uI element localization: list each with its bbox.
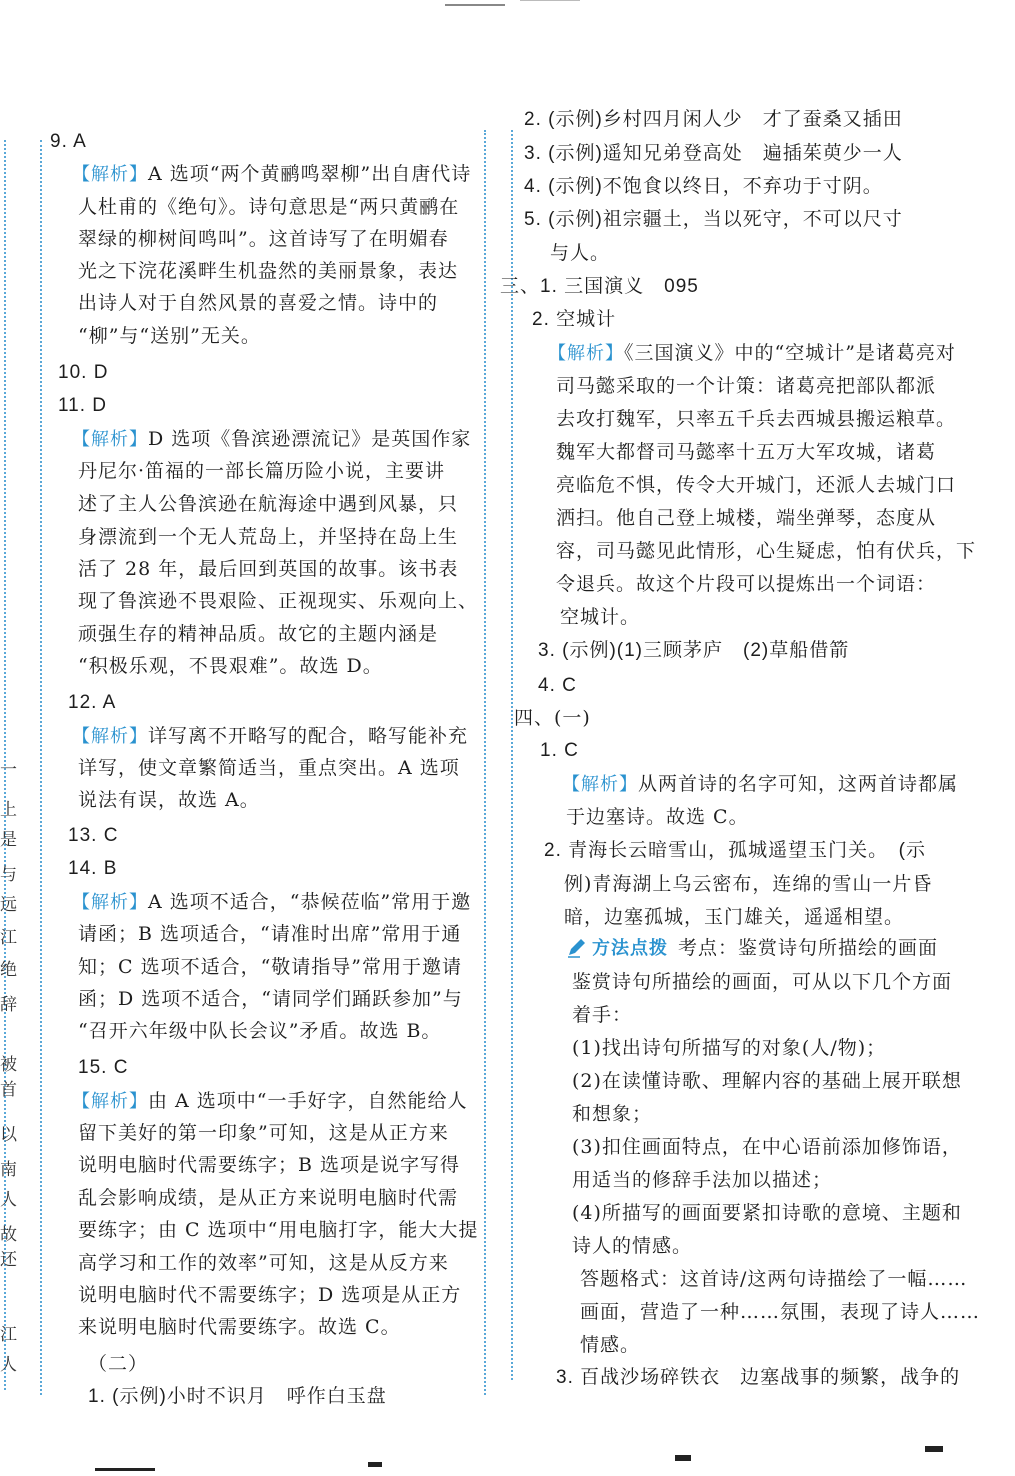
answer-text-line: 于边塞诗。故选 C。	[566, 806, 749, 828]
answer-text-line: 详写，使文章繁简适当，重点突出。A 选项	[78, 757, 460, 779]
answer-number-line: 9. A	[50, 131, 87, 152]
answer-text-line: 着手：	[572, 1004, 633, 1026]
answer-number-line: 10. D	[58, 362, 109, 383]
scan-mark	[925, 1446, 943, 1452]
scan-mark	[445, 4, 505, 6]
answer-text-line: 例)青海湖上乌云密布，连绵的雪山一片昏	[564, 873, 933, 895]
analysis-line	[72, 1089, 468, 1114]
answer-number-line: 三、1. 三国演义 095	[500, 276, 699, 297]
answer-text-line: 知；C 选项不适合，“敬请指导”常用于邀请	[78, 956, 463, 978]
answer-number-line: 11. D	[58, 395, 108, 416]
analysis-text: A 选项不适合，“恭候莅临”常用于邀	[148, 891, 472, 913]
clipped-edge-char: 还	[0, 1250, 17, 1270]
answer-text-line: 光之下浣花溪畔生机盎然的美丽景象，表达	[78, 260, 459, 282]
answer-text-line: 与人。	[550, 242, 611, 264]
answer-number-line: 5. (示例)祖宗疆土，当以死守，不可以尺寸	[524, 209, 903, 230]
scan-mark	[368, 1462, 382, 1467]
answer-number-line: 3. (示例)(1)三顾茅庐 (2)草船借箭	[538, 640, 850, 661]
answer-text-line: 情感。	[580, 1334, 641, 1356]
clipped-edge-char: 绝	[0, 960, 17, 980]
answer-number-line: 14. B	[68, 858, 118, 879]
answer-text-line: 司马懿采取的一个计策：诸葛亮把部队都派	[556, 375, 937, 397]
answer-number-line: 3. 百战沙场碎铁衣 边塞战事的频繁，战争的	[556, 1367, 961, 1388]
pencil-icon	[566, 936, 588, 958]
clipped-edge-char: 故	[0, 1225, 17, 1245]
method-tip-line	[566, 936, 938, 961]
answer-text-line: “柳”与“送别”无关。	[78, 325, 261, 347]
answer-number-line: 2. 空城计	[532, 309, 617, 330]
answer-text-line: 出诗人对于自然风景的喜爱之情。诗中的	[78, 292, 439, 314]
analysis-tag: 【解析】	[548, 343, 624, 364]
answer-text-line: (4)所描写的画面要紧扣诗歌的意境、主题和	[572, 1202, 962, 1224]
analysis-text: 详写离不开略写的配合，略写能补充	[148, 725, 469, 747]
clipped-edge-char: 上	[0, 800, 17, 820]
analysis-line	[72, 162, 471, 187]
answer-text-line: 说明电脑时代不需要练字；D 选项是从正方	[78, 1284, 462, 1306]
answer-text-line: 暗，边塞孤城，玉门雄关，遥遥相望。	[564, 906, 905, 928]
scan-mark	[675, 1455, 691, 1461]
answer-text-line: 丹尼尔·笛福的一部长篇历险小说，主要讲	[78, 460, 446, 482]
answer-text-line: 翠绿的柳树间鸣叫”。这首诗写了在明媚春	[78, 228, 449, 250]
analysis-text: D 选项《鲁滨逊漂流记》是英国作家	[148, 428, 472, 450]
analysis-text: 从两首诗的名字可知，这两首诗都属	[638, 773, 959, 795]
column-divider	[40, 140, 42, 1395]
clipped-edge-char: 是	[0, 830, 17, 850]
scan-mark	[95, 1468, 155, 1471]
answer-text-line: 亮临危不惧，传令大开城门，还派人去城门口	[556, 474, 957, 496]
answer-text-line: 乱会影响成绩，是从正方来说明电脑时代需	[78, 1187, 459, 1209]
answer-text-line: （二）	[88, 1353, 149, 1375]
analysis-line	[548, 341, 956, 366]
clipped-edge-char: 江	[0, 1325, 17, 1345]
column-divider	[484, 130, 486, 1395]
analysis-tag: 【解析】	[72, 726, 148, 747]
answer-text-line: 洒扫。他自己登上城楼，端坐弹琴，态度从	[556, 507, 937, 529]
analysis-tag: 【解析】	[562, 774, 638, 795]
answer-text-line: 画面，营造了一种……氛围，表现了诗人……	[580, 1301, 981, 1323]
answer-text-line: 去攻打魏军，只率五千兵去西城县搬运粮草。	[556, 408, 957, 430]
answer-text-line: 函；D 选项不适合，“请同学们踊跃参加”与	[78, 988, 463, 1010]
analysis-text: A 选项“两个黄鹂鸣翠柳”出自唐代诗	[148, 163, 472, 185]
answer-text-line: 和想象；	[572, 1103, 653, 1125]
answer-number-line: 1. (示例)小时不识月 呼作白玉盘	[88, 1386, 387, 1407]
answer-number-line: 2. 青海长云暗雪山，孤城遥望玉门关。 (示	[544, 840, 926, 861]
clipped-edge-char: 与	[0, 865, 17, 885]
analysis-tag: 【解析】	[72, 892, 148, 913]
answer-text-line: 魏军大都督司马懿率十五万大军攻城，诸葛	[556, 441, 937, 463]
answer-text-line: 鉴赏诗句所描绘的画面，可从以下几个方面	[572, 971, 953, 993]
answer-text-line: 述了主人公鲁滨逊在航海途中遇到风暴，只	[78, 493, 459, 515]
method-tip-label: 方法点拨	[592, 938, 668, 959]
answer-text-line: 身漂流到一个无人荒岛上，并坚持在岛上生	[78, 526, 459, 548]
answer-number-line: 4. (示例)不饱食以终日，不弃功于寸阴。	[524, 176, 883, 197]
answer-text-line: 现了鲁滨逊不畏艰险、正视现实、乐观向上、	[78, 590, 479, 612]
answer-text-line: (3)扣住画面特点，在中心语前添加修饰语，	[572, 1136, 962, 1158]
clipped-edge-char: 远	[0, 895, 17, 915]
answer-text-line: 四、(一)	[514, 707, 591, 729]
clipped-edge-char: 南	[0, 1160, 17, 1180]
answer-text-line: 令退兵。故这个片段可以提炼出一个词语：	[556, 573, 937, 595]
answer-number-line: 12. A	[68, 692, 117, 713]
analysis-line	[562, 772, 958, 797]
clipped-edge-char: 首	[0, 1080, 17, 1100]
analysis-text: 《三国演义》中的“空城计”是诸葛亮对	[624, 342, 956, 364]
answer-text-line: “召开六年级中队长会议”矛盾。故选 B。	[78, 1020, 442, 1042]
method-tip-text: 考点：鉴赏诗句所描绘的画面	[678, 937, 939, 959]
clipped-edge-char: 辞	[0, 995, 17, 1015]
answer-text-line: 用适当的修辞手法加以描述；	[572, 1169, 833, 1191]
answer-text-line: 答题格式：这首诗/这两句诗描绘了一幅……	[580, 1268, 968, 1290]
answer-number-line: 13. C	[68, 825, 119, 846]
answer-text-line: 来说明电脑时代需要练字。故选 C。	[78, 1316, 401, 1338]
answer-text-line: 请函；B 选项适合，“请准时出席”常用于通	[78, 923, 462, 945]
clipped-edge-char: 一	[0, 760, 17, 780]
answer-text-line: 容，司马懿见此情形，心生疑虑，怕有伏兵，下	[556, 540, 977, 562]
answer-text-line: 空城计。	[560, 606, 641, 628]
answer-text-line: 活了 28 年，最后回到英国的故事。该书表	[78, 558, 459, 580]
answer-text-line: 留下美好的第一印象”可知，这是从正方来	[78, 1122, 449, 1144]
analysis-tag: 【解析】	[72, 164, 148, 185]
answer-text-line: 说明电脑时代需要练字；B 选项是说字写得	[78, 1154, 461, 1176]
answer-text-line: 说法有误，故选 A。	[78, 789, 260, 811]
answer-text-line: “积极乐观，不畏艰难”。故选 D。	[78, 655, 383, 677]
analysis-tag: 【解析】	[72, 1091, 148, 1112]
answer-text-line: (2)在读懂诗歌、理解内容的基础上展开联想	[572, 1070, 962, 1092]
column-divider	[511, 130, 513, 1380]
analysis-line	[72, 890, 471, 915]
answer-text-line: (1)找出诗句所描写的对象(人/物)；	[572, 1037, 887, 1059]
answer-text-line: 高学习和工作的效率”可知，这是从反方来	[78, 1252, 449, 1274]
answer-number-line: 2. (示例)乡村四月闲人少 才了蚕桑又插田	[524, 109, 903, 130]
scan-mark	[520, 0, 580, 1]
clipped-edge-char: 江	[0, 928, 17, 948]
clipped-edge-char: 人	[0, 1190, 17, 1210]
answer-text-line: 人杜甫的《绝句》。诗句意思是“两只黄鹂在	[78, 196, 460, 218]
analysis-line	[72, 724, 468, 749]
analysis-line	[72, 427, 471, 452]
answer-number-line: 3. (示例)遥知兄弟登高处 遍插茱萸少一人	[524, 143, 903, 164]
analysis-text: 由 A 选项中“一手好字，自然能给人	[148, 1090, 468, 1112]
answer-number-line: 15. C	[78, 1057, 129, 1078]
clipped-edge-char: 人	[0, 1355, 17, 1375]
answer-text-line: 诗人的情感。	[572, 1235, 693, 1257]
clipped-edge-char: 被	[0, 1055, 17, 1075]
answer-text-line: 顽强生存的精神品质。故它的主题内涵是	[78, 623, 439, 645]
answer-text-line: 要练字；由 C 选项中“用电脑打字，能大大提	[78, 1219, 479, 1241]
answer-number-line: 4. C	[538, 675, 577, 696]
answer-number-line: 1. C	[540, 740, 579, 761]
clipped-edge-char: 以	[0, 1125, 17, 1145]
analysis-tag: 【解析】	[72, 429, 148, 450]
